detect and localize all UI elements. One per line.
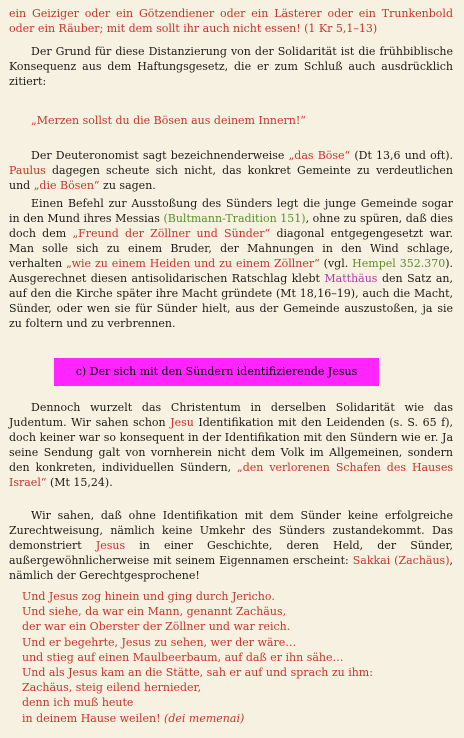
paragraph-consequence: Der Grund für diese Distanzierung von der Solidarität ist die frühbiblische Konsequenz aus dem Haftungsgesetz, die er zum Schluß auch ausdrücklich zitiert:: [9, 45, 453, 88]
poem-line: Zachäus, steig eilend hernieder,: [22, 681, 202, 695]
paragraph-quote-end: [9, 6, 453, 36]
quote-freund: „Freund der Zöllner und Sünder“: [72, 227, 271, 240]
name-matthaeus: Matthäus: [324, 272, 378, 285]
term-das-boese: „das Böse“: [288, 149, 351, 162]
quote-reference: (1 Kr 5,1–13): [300, 22, 378, 35]
paragraph-identification: Wir sahen, daß ohne Identifikation mit dem Sünder keine erfolgreiche Zurechtweisung, nämlich keine Umkehr des Sünders zustandekommt. Das demonstriert Jesus in einer Geschichte, deren Held, der Sünder, außergewöhnlicherweise mit seinem Eigennamen erscheint: Sakkai (Zachäus), nämlich der Gerechtgesprochene!: [9, 509, 453, 582]
paragraph-christianity: Dennoch wurzelt das Christentum in derselben Solidarität wie das Judentum. Wir sahen schon Jesu Identifikation mit den Leidenden (s. S. 65 f), doch keiner war so konsequent in der Identifikation mit den Sündern wie er. Ja seine Sendung galt von vornherein nicht dem Volk im Allgemeinen, sondern den konkreten, individuellen Sündern, „den verlorenen Schafen des Hauses Israel“ (Mt 15,24).: [9, 401, 454, 489]
quote-text: ein Geiziger oder ein Götzendiener oder ein Lästerer oder ein Trunkenbold oder ein Räuber; mit dem sollt ihr auch nicht essen!: [9, 7, 453, 35]
poem-line: Und Jesus zog hinein und ging durch Jericho.: [22, 590, 275, 603]
name-jesus: Jesus: [95, 539, 126, 552]
poem-line: Und siehe, da war ein Mann, genannt Zachäus,: [22, 605, 287, 619]
poem-line: Und als Jesus kam an die Stätte, sah er auf und sprach zu ihm:: [22, 666, 373, 680]
poem-line: Und er begehrte, Jesus zu sehen, wer der wäre…: [22, 635, 297, 649]
name-jesu: Jesu: [170, 416, 194, 429]
poem-line: denn ich muß heute: [22, 696, 134, 710]
term-die-boesen: „die Bösen“: [33, 179, 100, 192]
quote-heiden: „wie zu einem Heiden und zu einem Zöllner“: [66, 257, 320, 270]
zachaeus-quote: [22, 589, 442, 726]
poem-line-last: in deinem Hause weilen! (dei memenai): [22, 711, 245, 725]
quote-verlorene-schafe: „den verlorenen Schafen des Hauses Israel“: [9, 461, 453, 489]
paragraph-deuteronomist: Der Deuteronomist sagt bezeichnenderweise „das Böse“ (Dt 13,6 und oft). Paulus dagegen scheute sich nicht, das konkret Gemeinte zu verdeutlichen und „die Bösen“ zu sagen.: [9, 149, 453, 192]
name-paulus: Paulus: [9, 164, 46, 177]
greek-note: (dei memenai): [160, 711, 245, 725]
citation-bultmann: (Bultmann-Tradition 151): [163, 212, 306, 225]
name-sakkai: Sakkai (Zachäus): [352, 554, 450, 567]
citation-hempel: Hempel 352.370: [352, 257, 446, 270]
quoted-command: „Merzen sollst du die Bösen aus deinem Innern!“: [31, 114, 306, 127]
paragraph-expulsion: Einen Befehl zur Ausstoßung des Sünders legt die junge Gemeinde sogar in den Mund ihres Messias (Bultmann-Tradition 151), ohne zu spüren, daß dies doch dem „Freund der Zöllner und Sünder“ diagonal entgegengesetzt war. Man solle sich zu einem Bruder, der Mahnungen in den Wind schlage, verhalten „wie zu einem Heiden und zu einem Zöllner“ (vgl. Hempel 352.370). Ausgerechnet diesen antisolidarischen Ratschlag klebt Matthäus den Satz an, auf den die Kirche später ihre Macht gründete (Mt 18,16–19), auch die Macht, Sünder, oder wen sie für Sünder hielt, aus der Gemeinde auszustoßen, ja sie zu foltern und zu verbrennen.: [9, 197, 454, 330]
poem-line: und stieg auf einen Maulbeerbaum, auf daß er ihn sähe…: [22, 650, 344, 664]
poem-line: der war ein Oberster der Zöllner und war reich.: [22, 620, 291, 634]
section-heading: c) Der sich mit den Sündern identifizierende Jesus: [54, 358, 379, 386]
